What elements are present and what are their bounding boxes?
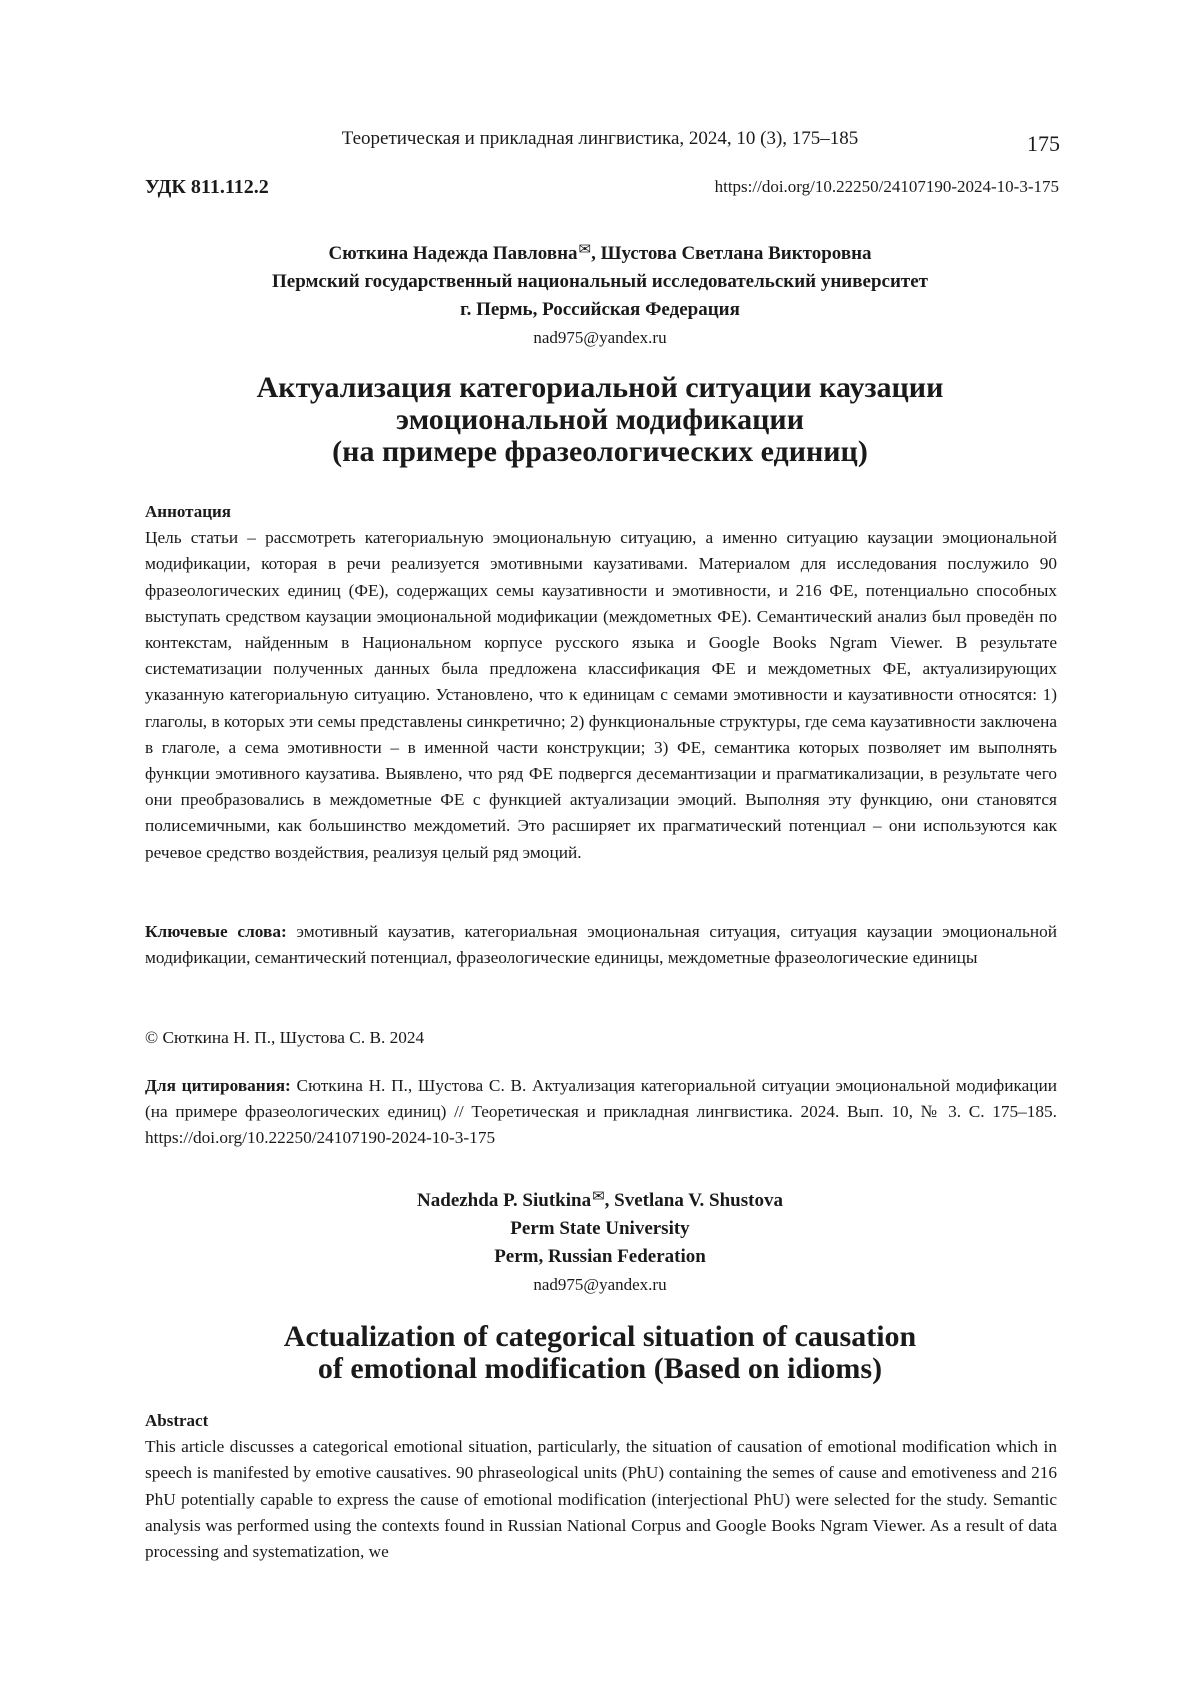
authors-line-en [0,1183,1200,1215]
affiliation-en: Perm State University [510,1218,690,1239]
abstract-heading-ru: Аннотация [145,502,231,521]
abstract-text-ru: Цель статьи – рассмотреть категориальную эмоциональную ситуацию, а именно ситуацию каузации эмоциональной модификации, которая в речи реализуется эмотивными каузативами. Материалом для исследования послужило 90 фразеологических единиц (ФЕ), содержащих семы каузативности и эмотивности, и 216 ФЕ, потенциально способных выступать средством каузации эмоциональной модификации (междометных ФЕ). Семантический анализ был проведён по контекстам, найденным в Национальном корпусе русского языка и Google Books Ngram Viewer. В результате систематизации полученных данных была предложена классификация ФЕ и междометных ФЕ, актуализирующих указанную категориальную ситуацию. Установлено, что к единицам с семами эмотивности и каузативности относятся: 1) глаголы, в которых эти семы представлены синкретично; 2) функциональные структуры, где сема каузативности заключена в глаголе, а сема эмотивности – в именной части конструкции; 3) ФЕ, семантика которых позволяет им выполнять функции эмотивного каузатива. Выявлено, что ряд ФЕ подвергся десемантизации и прагматикализации, в результате чего они преобразовались в междометные ФЕ с функцией актуализации эмоций. Выполняя эту функцию, они становятся полисемичными, как большинство междометий. Это расширяет их прагматический потенциал – они используются как речевое средство воздействия, реализуя целый ряд эмоций. [145,528,1057,862]
title-line-en: Actualization of categorical situation of causation [283,1320,917,1353]
abstract-en [145,1408,1057,1565]
title-line-ru: Актуализация категориальной ситуации каузации [256,371,944,404]
email-en[interactable]: nad975@yandex.ru [533,1275,667,1294]
journal-citation-header: Теоретическая и прикладная лингвистика, 2024, 10 (3), 175–185 [341,128,859,149]
doi-link[interactable]: https://doi.org/10.22250/24107190-2024-10-3-175 [714,177,1059,196]
keywords-text-ru: эмотивный каузатив, категориальная эмоциональная ситуация, ситуация каузации эмоциональной модификации, семантический потенциал, фразеологические единицы, междометные фразеологические единицы [145,922,1057,968]
location-en: Perm, Russian Federation [494,1246,706,1267]
abstract-heading-en: Abstract [145,1411,209,1430]
page-number: 175 [1027,131,1060,156]
article-title-ru [0,372,1200,468]
abstract-ru [145,499,1057,866]
email-ru[interactable]: nad975@yandex.ru [533,328,667,347]
title-line-ru: эмоциональной модификации [396,403,804,436]
abstract-text-en: This article discusses a categorical emotional situation, particularly, the situation of causation of emotional modification which in speech is manifested by emotive causatives. 90 phraseological units (PhU) containing the semes of cause and emotiveness and 216 PhU potentially capable to express the cause of emotional modification (interjectional PhU) were selected for the study. Semantic analysis was performed using the contexts found in Russian National Corpus and Google Books Ngram Viewer. As a result of data processing and systematization, we [145,1437,1057,1562]
copyright-line: © Сюткина Н. П., Шустова С. В. 2024 [145,1028,425,1047]
keywords-label-ru: Ключевые слова: [145,922,287,941]
keywords-ru [145,919,1057,971]
title-line-ru: (на примере фразеологических единиц) [332,435,868,468]
article-title-en [0,1321,1200,1385]
second-author-en: , Svetlana V. Shustova [604,1190,783,1211]
authors-line-ru [0,236,1200,268]
citation-text-ru: Сюткина Н. П., Шустова С. В. Актуализация категориальной ситуации эмоциональной модификации (на примере фразеологических единиц) // Теоретическая и прикладная лингвистика. 2024. Вып. 10, № 3. С. 175–185. https://doi.org/10.22250/24107190-2024-10-3-175 [145,1076,1057,1148]
citation-label-ru: Для цитирования: [145,1076,291,1095]
envelope-icon: ✉ [578,242,592,258]
udk-code: УДК 811.112.2 [145,176,269,198]
affiliation-ru: Пермский государственный национальный исследовательский университет [271,271,928,292]
first-author-ru: Сюткина Надежда Павловна [328,243,578,264]
first-author-en: Nadezhda P. Siutkina [417,1190,592,1211]
authors-block-en [0,1183,1200,1299]
authors-block-ru [0,236,1200,352]
envelope-icon: ✉ [592,1189,605,1205]
second-author-ru: , Шустова Светлана Викторовна [591,243,872,264]
title-line-en: of emotional modification (Based on idioms) [317,1352,883,1385]
location-ru: г. Пермь, Российская Федерация [460,299,740,320]
citation-ru [145,1073,1057,1152]
